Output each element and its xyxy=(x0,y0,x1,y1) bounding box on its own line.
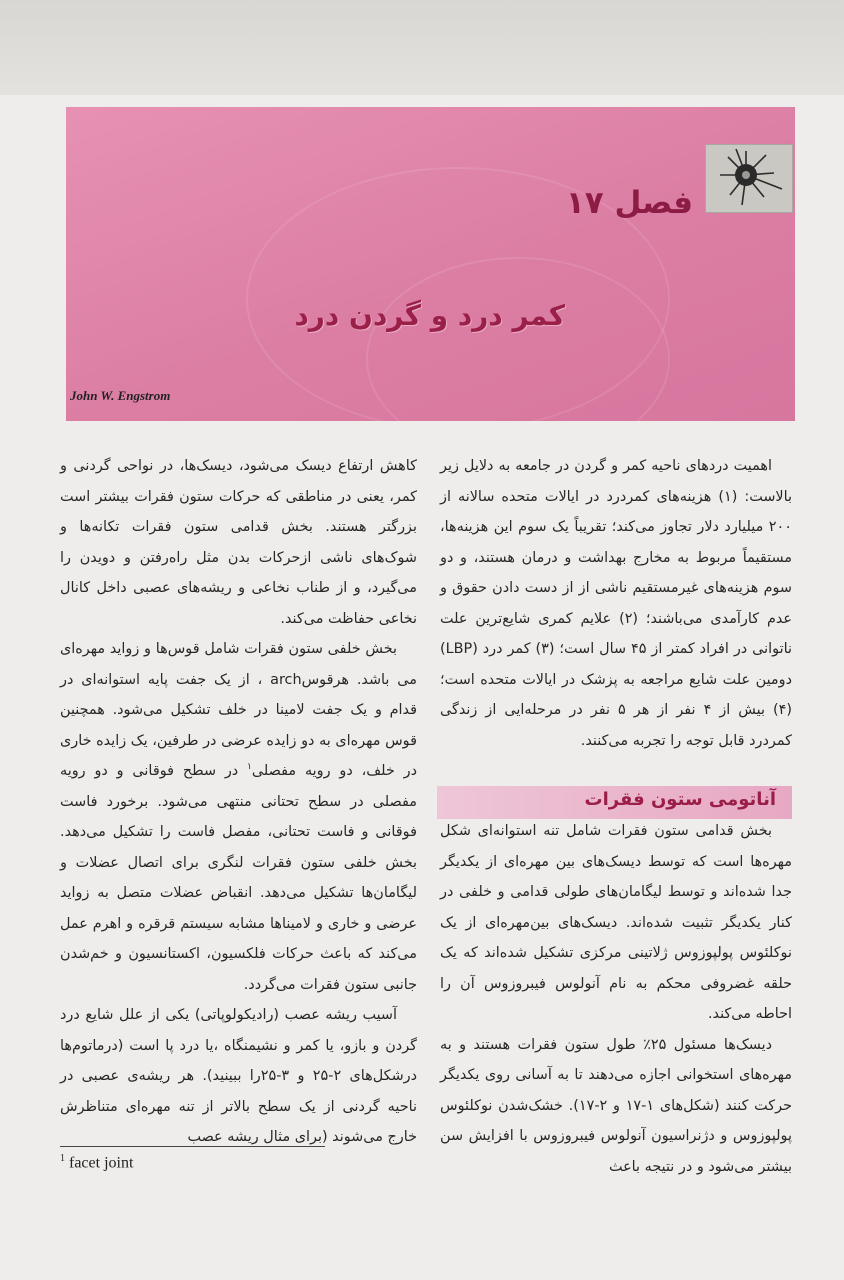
right-column-section xyxy=(440,816,792,1182)
footnote-divider xyxy=(60,1146,325,1147)
chapter-number: فصل ۱۷ xyxy=(565,185,693,221)
chapter-emblem-icon xyxy=(705,144,793,213)
footnote-reference-mark: ۱ xyxy=(247,762,252,773)
posterior-spine-text-b: در سطح فوقانی و دو رویه مفصلی در سطح تحتانی منتهی می‌شود. برخورد فاست فوقانی و فاست تحتانی، مفصل فاست را تشکیل می‌دهد. بخش خلفی ستون فقرات لنگری برای اتصال عضلات و لیگامان‌ها تشکیل می‌دهد. انقباض عضلات متصل به زواید عرضی و خاری و لامیناها مشابه سیستم قرقره و اهرم عمل می‌کند که باعث حرکات فلکسیون، اکستانسیون و خم‌شدن جانبی ستون فقرات می‌گردد. xyxy=(60,763,417,993)
chapter-header-banner xyxy=(66,107,795,421)
page-top-margin xyxy=(0,0,844,95)
posterior-spine-text-a: بخش خلفی ستون فقرات شامل قوس‌ها و زواید مهره‌ای می باشد. هرقوسarch ، از یک جفت پایه استوانه‌ای در قدام و یک جفت لامینا در خلف تشکیل می‌شود. همچنین قوس مهره‌ای به دو زایده عرضی در طرفین، یک زایده خاری در خلف، دو رویه مفصلی xyxy=(60,641,417,779)
section-heading: آناتومی ستون فقرات xyxy=(584,789,776,810)
footnote xyxy=(60,1153,133,1172)
anatomy-paragraph-2: دیسک‌ها مسئول ۲۵٪ طول ستون فقرات هستند و به مهره‌های استخوانی اجازه می‌دهند تا به آسانی روی یکدیگر حرکت کنند (شکل‌های ۱-۱۷ و ۲-۱۷). خشک‌شدن نوکلئوس پولپوزوس و دژنراسیون آنولوس فیبروزوس با افزایش سن بیشتر می‌شود و در نتیجه باعث xyxy=(440,1036,792,1175)
intro-paragraph: اهمیت دردهای ناحیه کمر و گردن در جامعه به دلایل زیر بالاست: (۱) هزینه‌های کمردرد در ایالات متحده سالانه از ۲۰۰ میلیارد دلار تجاوز می‌کند؛ تقریباً یک سوم این هزینه‌ها، مستقیماً مربوط به مخارج بهداشت و درمان هستند، و دو سوم هزینه‌های غیرمستقیم ناشی از از دست دادن حقوق و عدم کارآمدی می‌باشند؛ (۲) علایم کمری شایع‌ترین علت ناتوانی در افراد کمتر از ۴۵ سال است؛ (۳) کمر درد (LBP) دومین علت شایع مراجعه به پزشک در ایالات متحده است؛ (۴) بیش از ۴ نفر از هر ۵ نفر در مرحله‌ایی از زندگی کمردرد قابل توجه را تجربه می‌کنند. xyxy=(440,458,793,749)
left-column xyxy=(60,451,417,1153)
right-column-intro xyxy=(440,451,792,756)
chapter-title: کمر درد و گردن درد xyxy=(294,299,565,332)
section-heading-bar xyxy=(437,786,792,819)
footnote-number: 1 xyxy=(60,1153,65,1164)
chapter-author: John W. Engstrom xyxy=(70,388,171,403)
posterior-spine-paragraph xyxy=(60,634,417,1000)
neuron-emblem-icon xyxy=(706,145,792,212)
footnote-text: facet joint xyxy=(69,1154,134,1172)
radiculopathy-paragraph: آسیب ریشه عصب (رادیکولوپاتی) یکی از علل شایع درد گردن و بازو، یا کمر و نشیمنگاه ،یا درد پا است (درماتوم‌ها درشکل‌های ۲-۲۵ و ۳-۲۵را ببینید). هر ریشه‌ی عصبی در ناحیه گردنی از یک سطح بالاتر از تنه مهره‌ای متناظرش خارج می‌شوند (برای مثال ریشه عصب xyxy=(60,1007,417,1145)
anatomy-paragraph-1: بخش قدامی ستون فقرات شامل تنه استوانه‌ای شکل مهره‌ها است که توسط دیسک‌های بین مهره‌ای از یکدیگر جدا شده‌اند و توسط لیگامان‌های طولی قدامی و خلفی در کنار یکدیگر تثبیت شده‌اند. دیسک‌های بین‌مهره‌ای از یک نوکلئوس پولپوزوس ژلاتینی مرکزی تشکیل شده‌اند که یک حلقه غضروفی محکم به نام آنولوس فیبروزوس آن را احاطه می‌کند. xyxy=(440,823,792,1022)
disc-height-paragraph: کاهش ارتفاع دیسک می‌شود، دیسک‌ها، در نواحی گردنی و کمر، یعنی در مناطقی که حرکات ستون فقرات بیشتر است بزرگتر هستند. بخش قدامی ستون فقرات تکانه‌ها و شوک‌های ناشی ازحرکات بدن مثل راه‌رفتن و دویدن را می‌گیرد، و از طناب نخاعی و ریشه‌های عصبی داخل کانال نخاعی حفاظت می‌کند. xyxy=(60,458,417,627)
